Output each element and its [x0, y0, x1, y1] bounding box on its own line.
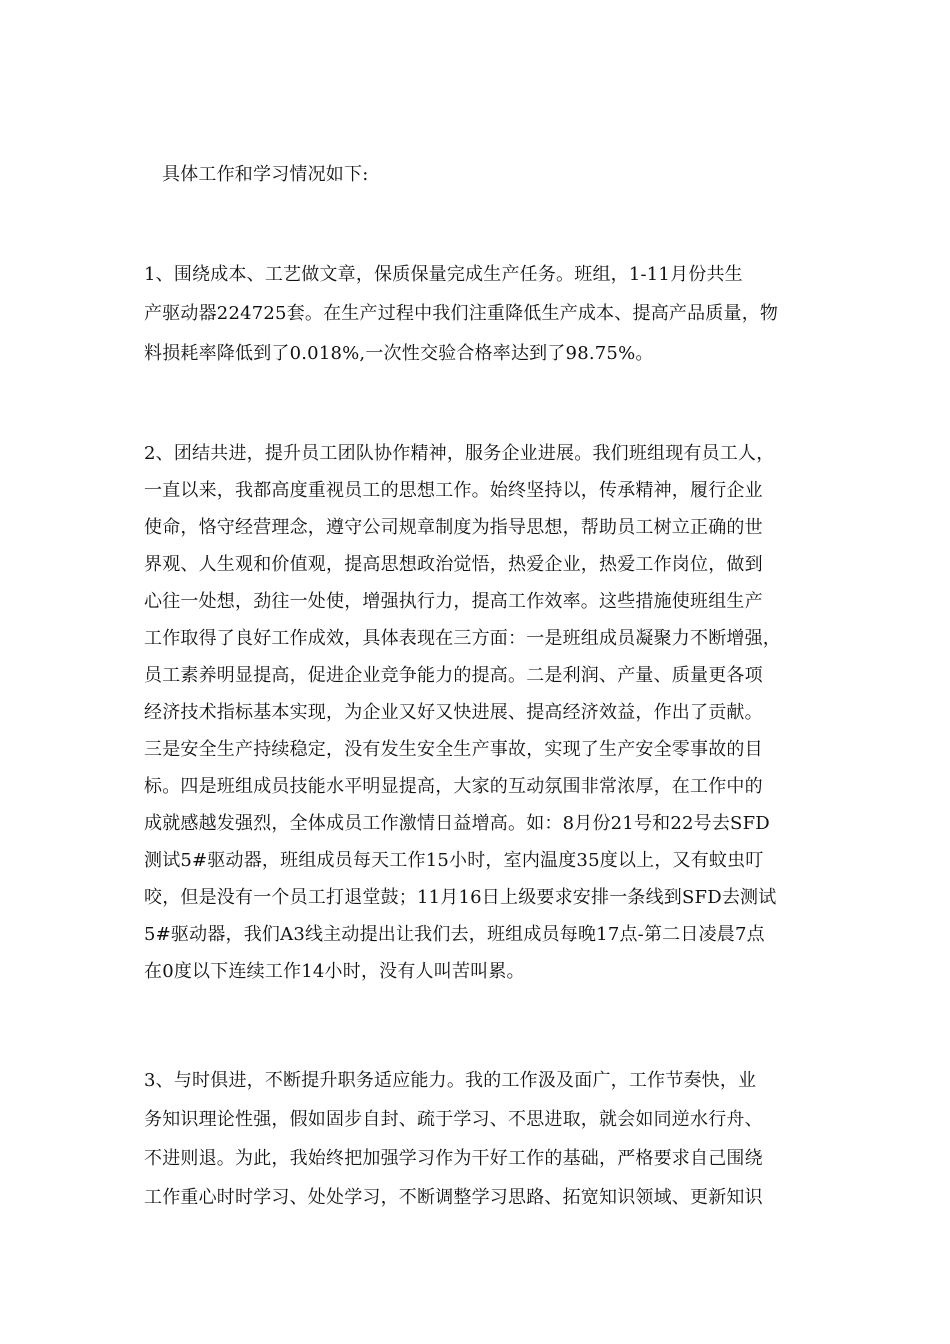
para3-line: 不进则退。为此，我始终把加强学习作为干好工作的基础，严格要求自己围绕 — [144, 1148, 763, 1169]
para2-line: 经济技术指标基本实现，为企业又好又快进展、提高经济效益，作出了贡献。 — [144, 702, 763, 723]
para1-line: 料损耗率降低到了0.018%,一次性交验合格率达到了98.75%。 — [144, 343, 654, 364]
para2-line: 心往一处想，劲往一处使，增强执行力，提高工作效率。这些措施使班组生产 — [144, 591, 763, 612]
para1-line: 产驱动器224725套。在生产过程中我们注重降低生产成本、提高产品质量，物 — [144, 303, 779, 324]
para2-line: 标。四是班组成员技能水平明显提高，大家的互动氛围非常浓厚，在工作中的 — [144, 776, 763, 797]
para2-line: 员工素养明显提高，促进企业竞争能力的提高。二是利润、产量、质量更各项 — [144, 665, 763, 686]
para2-line: 工作取得了良好工作成效，具体表现在三方面：一是班组成员凝聚力不断增强， — [144, 628, 781, 649]
para2-line: 测试5#驱动器，班组成员每天工作15小时，室内温度35度以上，又有蚊虫叮 — [144, 850, 764, 871]
para2-line: 咬，但是没有一个员工打退堂鼓；11月16日上级要求安排一条线到SFD去测试 — [144, 887, 777, 908]
para2-line: 2、团结共进，提升员工团队协作精神，服务企业进展。我们班组现有员工人， — [144, 443, 775, 464]
para2-line: 使命，恪守经营理念，遵守公司规章制度为指导思想，帮助员工树立正确的世 — [144, 517, 763, 538]
para3-line: 工作重心时时学习、处处学习，不断调整学习思路、拓宽知识领域、更新知识 — [144, 1187, 763, 1208]
para2-line: 三是安全生产持续稳定，没有发生安全生产事故，实现了生产安全零事故的目 — [144, 739, 763, 760]
para1-line: 1、围绕成本、工艺做文章，保质保量完成生产任务。班组，1-11月份共生 — [144, 264, 743, 285]
para2-line: 在0度以下连续工作14小时，没有人叫苦叫累。 — [144, 961, 525, 982]
para2-line: 一直以来，我都高度重视员工的思想工作。始终坚持以，传承精神，履行企业 — [144, 480, 763, 501]
para2-line: 成就感越发强烈，全体成员工作激情日益增高。如：8月份21号和22号去SFD — [144, 813, 770, 834]
intro-line: 具体工作和学习情况如下: — [162, 164, 369, 185]
para3-line: 务知识理论性强，假如固步自封、疏于学习、不思进取，就会如同逆水行舟、 — [144, 1109, 763, 1130]
para2-line: 界观、人生观和价值观，提高思想政治觉悟，热爱企业，热爱工作岗位，做到 — [144, 554, 763, 575]
para2-line: 5#驱动器，我们A3线主动提出让我们去，班组成员每晚17点-第二日凌晨7点 — [144, 924, 765, 945]
para3-line: 3、与时俱进，不断提升职务适应能力。我的工作汲及面广，工作节奏快，业 — [144, 1070, 757, 1091]
